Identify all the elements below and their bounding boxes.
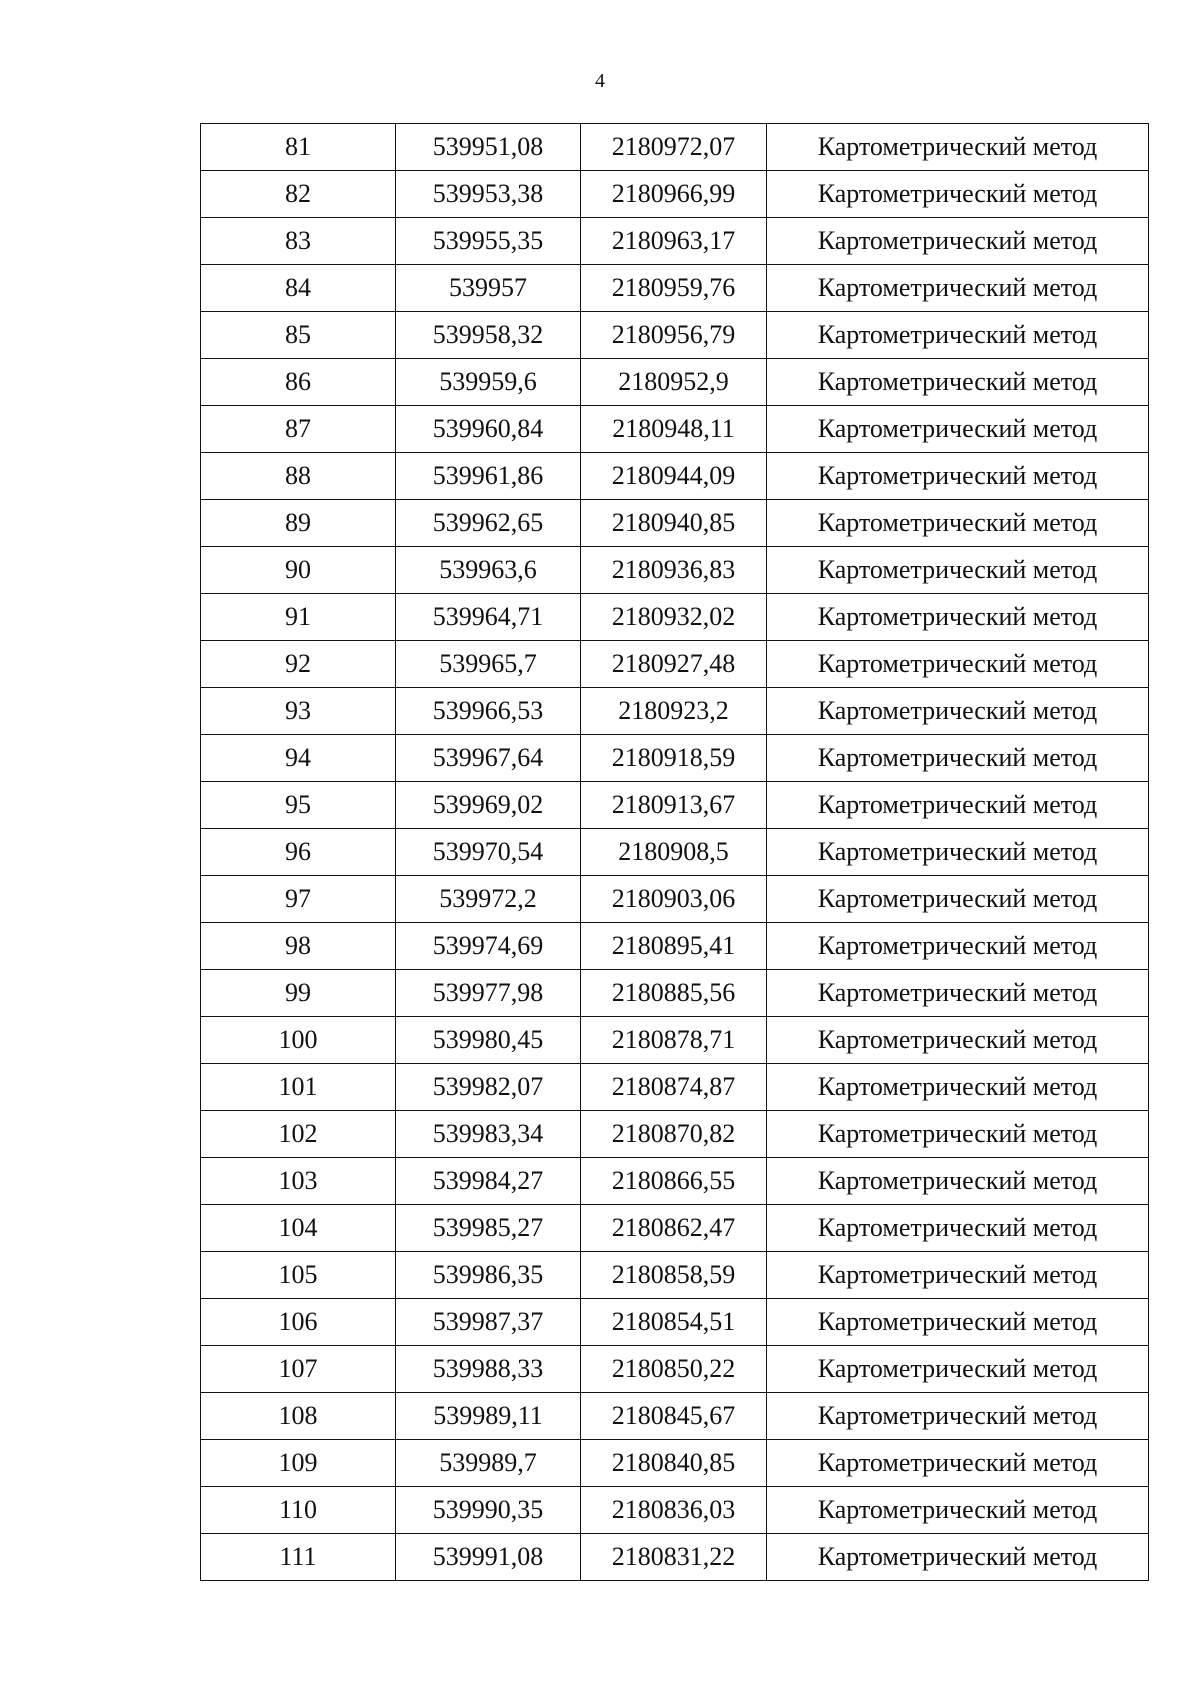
point-number-cell: 107 <box>201 1346 396 1393</box>
point-number-cell: 110 <box>201 1487 396 1534</box>
y-coordinate-cell: 2180885,56 <box>581 970 767 1017</box>
method-cell: Картометрический метод <box>767 124 1149 171</box>
table-row <box>201 1299 1149 1346</box>
x-coordinate-cell: 539990,35 <box>396 1487 581 1534</box>
point-number-cell: 89 <box>201 500 396 547</box>
method-cell: Картометрический метод <box>767 265 1149 312</box>
x-coordinate-cell: 539953,38 <box>396 171 581 218</box>
point-number-cell: 97 <box>201 876 396 923</box>
x-coordinate-cell: 539982,07 <box>396 1064 581 1111</box>
point-number-cell: 92 <box>201 641 396 688</box>
method-cell: Картометрический метод <box>767 171 1149 218</box>
method-cell: Картометрический метод <box>767 1252 1149 1299</box>
point-number-cell: 96 <box>201 829 396 876</box>
x-coordinate-cell: 539984,27 <box>396 1158 581 1205</box>
method-cell: Картометрический метод <box>767 923 1149 970</box>
method-cell: Картометрический метод <box>767 1111 1149 1158</box>
point-number-cell: 95 <box>201 782 396 829</box>
coordinates-table <box>200 123 1149 1581</box>
y-coordinate-cell: 2180862,47 <box>581 1205 767 1252</box>
table-row <box>201 1487 1149 1534</box>
y-coordinate-cell: 2180972,07 <box>581 124 767 171</box>
x-coordinate-cell: 539966,53 <box>396 688 581 735</box>
method-cell: Картометрический метод <box>767 1440 1149 1487</box>
x-coordinate-cell: 539969,02 <box>396 782 581 829</box>
point-number-cell: 82 <box>201 171 396 218</box>
method-cell: Картометрический метод <box>767 406 1149 453</box>
table-row <box>201 829 1149 876</box>
point-number-cell: 108 <box>201 1393 396 1440</box>
method-cell: Картометрический метод <box>767 1534 1149 1581</box>
table-row <box>201 406 1149 453</box>
table-row <box>201 265 1149 312</box>
point-number-cell: 86 <box>201 359 396 406</box>
method-cell: Картометрический метод <box>767 1205 1149 1252</box>
x-coordinate-cell: 539991,08 <box>396 1534 581 1581</box>
method-cell: Картометрический метод <box>767 1064 1149 1111</box>
y-coordinate-cell: 2180874,87 <box>581 1064 767 1111</box>
x-coordinate-cell: 539989,7 <box>396 1440 581 1487</box>
point-number-cell: 105 <box>201 1252 396 1299</box>
y-coordinate-cell: 2180959,76 <box>581 265 767 312</box>
point-number-cell: 85 <box>201 312 396 359</box>
table-body <box>201 124 1149 1581</box>
x-coordinate-cell: 539958,32 <box>396 312 581 359</box>
y-coordinate-cell: 2180845,67 <box>581 1393 767 1440</box>
y-coordinate-cell: 2180870,82 <box>581 1111 767 1158</box>
method-cell: Картометрический метод <box>767 829 1149 876</box>
x-coordinate-cell: 539972,2 <box>396 876 581 923</box>
table-row <box>201 970 1149 1017</box>
y-coordinate-cell: 2180923,2 <box>581 688 767 735</box>
x-coordinate-cell: 539980,45 <box>396 1017 581 1064</box>
table-row <box>201 1017 1149 1064</box>
table-row <box>201 641 1149 688</box>
y-coordinate-cell: 2180952,9 <box>581 359 767 406</box>
y-coordinate-cell: 2180840,85 <box>581 1440 767 1487</box>
table-row <box>201 547 1149 594</box>
method-cell: Картометрический метод <box>767 1393 1149 1440</box>
x-coordinate-cell: 539951,08 <box>396 124 581 171</box>
y-coordinate-cell: 2180903,06 <box>581 876 767 923</box>
y-coordinate-cell: 2180948,11 <box>581 406 767 453</box>
point-number-cell: 101 <box>201 1064 396 1111</box>
y-coordinate-cell: 2180918,59 <box>581 735 767 782</box>
x-coordinate-cell: 539955,35 <box>396 218 581 265</box>
table-row <box>201 1440 1149 1487</box>
point-number-cell: 102 <box>201 1111 396 1158</box>
method-cell: Картометрический метод <box>767 1158 1149 1205</box>
point-number-cell: 94 <box>201 735 396 782</box>
table-row <box>201 594 1149 641</box>
x-coordinate-cell: 539957 <box>396 265 581 312</box>
table-row <box>201 1158 1149 1205</box>
method-cell: Картометрический метод <box>767 1017 1149 1064</box>
x-coordinate-cell: 539986,35 <box>396 1252 581 1299</box>
method-cell: Картометрический метод <box>767 782 1149 829</box>
table-row <box>201 124 1149 171</box>
point-number-cell: 111 <box>201 1534 396 1581</box>
table-row <box>201 1252 1149 1299</box>
x-coordinate-cell: 539964,71 <box>396 594 581 641</box>
table-row <box>201 876 1149 923</box>
point-number-cell: 83 <box>201 218 396 265</box>
point-number-cell: 93 <box>201 688 396 735</box>
method-cell: Картометрический метод <box>767 1299 1149 1346</box>
table-row <box>201 782 1149 829</box>
y-coordinate-cell: 2180866,55 <box>581 1158 767 1205</box>
method-cell: Картометрический метод <box>767 735 1149 782</box>
x-coordinate-cell: 539960,84 <box>396 406 581 453</box>
x-coordinate-cell: 539983,34 <box>396 1111 581 1158</box>
table-row <box>201 218 1149 265</box>
method-cell: Картометрический метод <box>767 453 1149 500</box>
y-coordinate-cell: 2180831,22 <box>581 1534 767 1581</box>
y-coordinate-cell: 2180895,41 <box>581 923 767 970</box>
y-coordinate-cell: 2180858,59 <box>581 1252 767 1299</box>
method-cell: Картометрический метод <box>767 594 1149 641</box>
point-number-cell: 87 <box>201 406 396 453</box>
method-cell: Картометрический метод <box>767 359 1149 406</box>
x-coordinate-cell: 539985,27 <box>396 1205 581 1252</box>
x-coordinate-cell: 539988,33 <box>396 1346 581 1393</box>
y-coordinate-cell: 2180913,67 <box>581 782 767 829</box>
y-coordinate-cell: 2180908,5 <box>581 829 767 876</box>
method-cell: Картометрический метод <box>767 500 1149 547</box>
table-row <box>201 1064 1149 1111</box>
x-coordinate-cell: 539970,54 <box>396 829 581 876</box>
table-row <box>201 453 1149 500</box>
x-coordinate-cell: 539987,37 <box>396 1299 581 1346</box>
point-number-cell: 88 <box>201 453 396 500</box>
method-cell: Картометрический метод <box>767 876 1149 923</box>
point-number-cell: 106 <box>201 1299 396 1346</box>
x-coordinate-cell: 539989,11 <box>396 1393 581 1440</box>
table-row <box>201 688 1149 735</box>
method-cell: Картометрический метод <box>767 1487 1149 1534</box>
table-row <box>201 359 1149 406</box>
method-cell: Картометрический метод <box>767 970 1149 1017</box>
table-row <box>201 500 1149 547</box>
point-number-cell: 99 <box>201 970 396 1017</box>
y-coordinate-cell: 2180932,02 <box>581 594 767 641</box>
y-coordinate-cell: 2180936,83 <box>581 547 767 594</box>
table-row <box>201 923 1149 970</box>
y-coordinate-cell: 2180940,85 <box>581 500 767 547</box>
x-coordinate-cell: 539965,7 <box>396 641 581 688</box>
point-number-cell: 104 <box>201 1205 396 1252</box>
method-cell: Картометрический метод <box>767 641 1149 688</box>
x-coordinate-cell: 539967,64 <box>396 735 581 782</box>
x-coordinate-cell: 539963,6 <box>396 547 581 594</box>
point-number-cell: 81 <box>201 124 396 171</box>
table-row <box>201 1111 1149 1158</box>
x-coordinate-cell: 539974,69 <box>396 923 581 970</box>
y-coordinate-cell: 2180927,48 <box>581 641 767 688</box>
method-cell: Картометрический метод <box>767 547 1149 594</box>
y-coordinate-cell: 2180878,71 <box>581 1017 767 1064</box>
table-row <box>201 1205 1149 1252</box>
table-row <box>201 1393 1149 1440</box>
method-cell: Картометрический метод <box>767 312 1149 359</box>
y-coordinate-cell: 2180854,51 <box>581 1299 767 1346</box>
point-number-cell: 90 <box>201 547 396 594</box>
table-row <box>201 735 1149 782</box>
x-coordinate-cell: 539962,65 <box>396 500 581 547</box>
method-cell: Картометрический метод <box>767 1346 1149 1393</box>
y-coordinate-cell: 2180963,17 <box>581 218 767 265</box>
x-coordinate-cell: 539959,6 <box>396 359 581 406</box>
y-coordinate-cell: 2180850,22 <box>581 1346 767 1393</box>
method-cell: Картометрический метод <box>767 218 1149 265</box>
x-coordinate-cell: 539977,98 <box>396 970 581 1017</box>
point-number-cell: 103 <box>201 1158 396 1205</box>
y-coordinate-cell: 2180836,03 <box>581 1487 767 1534</box>
page-number: 4 <box>595 70 605 92</box>
y-coordinate-cell: 2180966,99 <box>581 171 767 218</box>
point-number-cell: 109 <box>201 1440 396 1487</box>
method-cell: Картометрический метод <box>767 688 1149 735</box>
table-row <box>201 1534 1149 1581</box>
table-row <box>201 312 1149 359</box>
table-row <box>201 171 1149 218</box>
point-number-cell: 98 <box>201 923 396 970</box>
y-coordinate-cell: 2180944,09 <box>581 453 767 500</box>
table-row <box>201 1346 1149 1393</box>
point-number-cell: 100 <box>201 1017 396 1064</box>
y-coordinate-cell: 2180956,79 <box>581 312 767 359</box>
point-number-cell: 84 <box>201 265 396 312</box>
x-coordinate-cell: 539961,86 <box>396 453 581 500</box>
point-number-cell: 91 <box>201 594 396 641</box>
